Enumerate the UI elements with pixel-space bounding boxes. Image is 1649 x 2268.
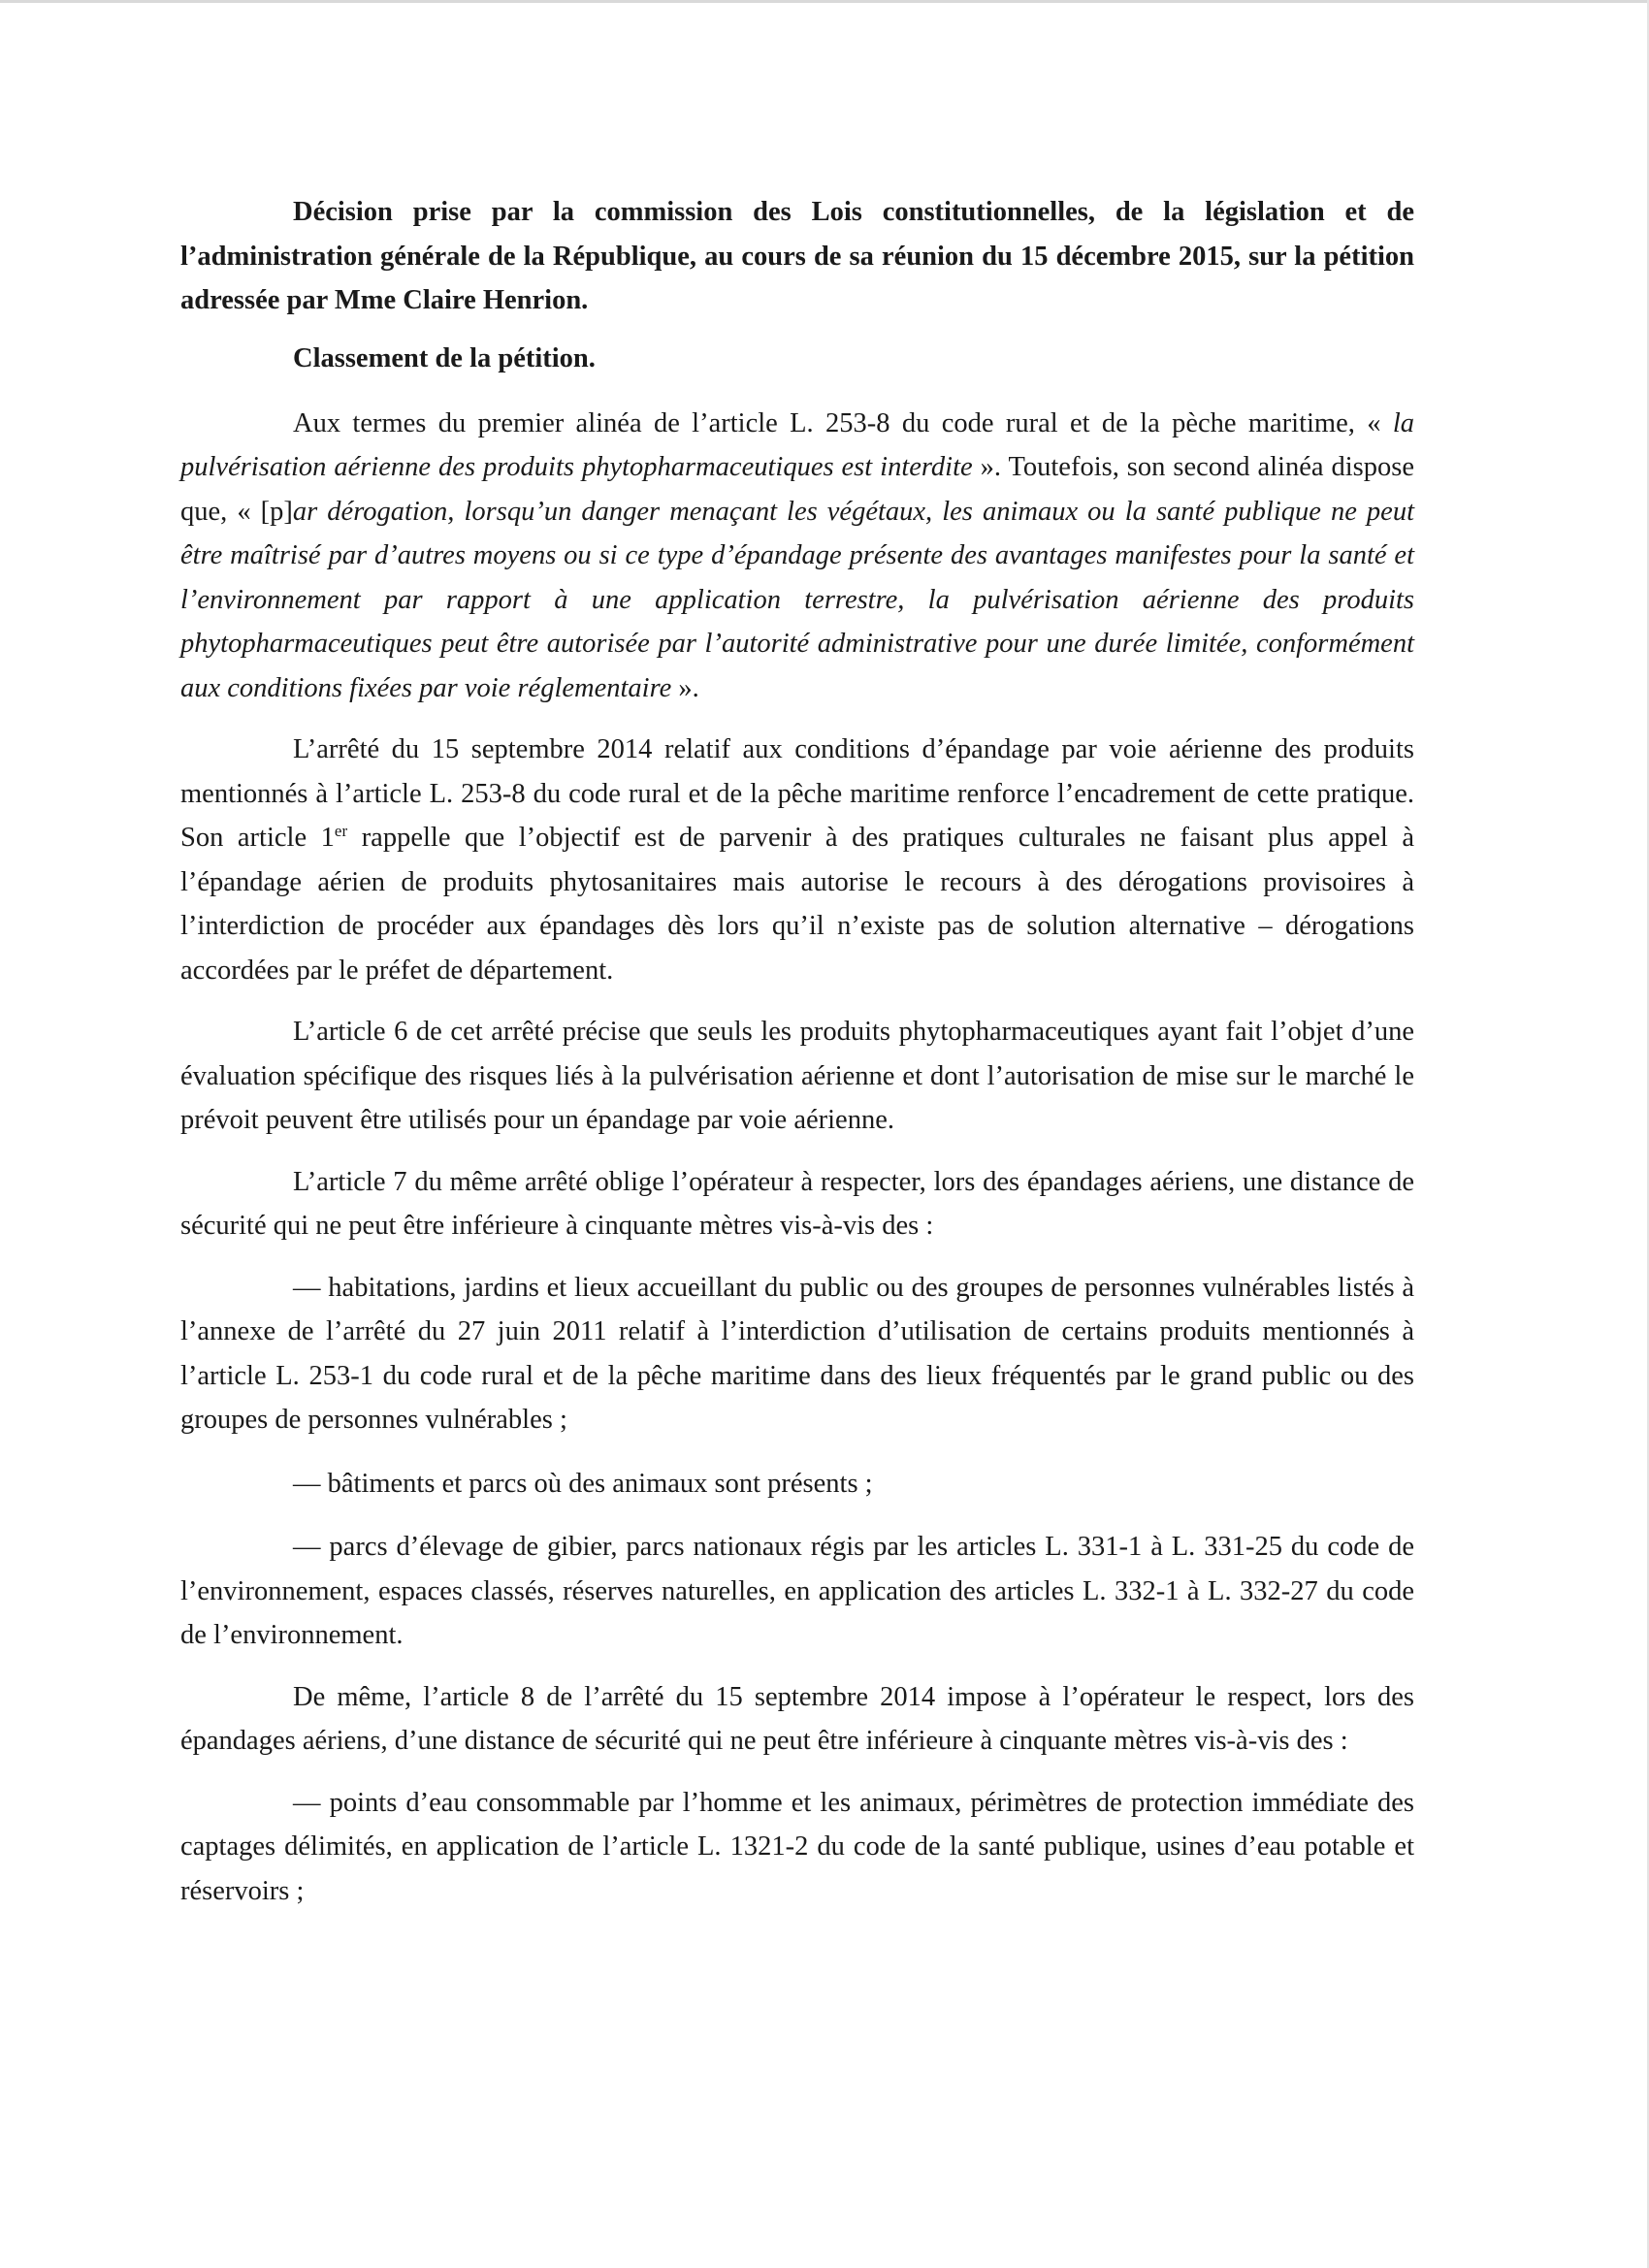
p1-quote-1: la pulvérisation aérienne des produits phytopharmaceutiques est interdite xyxy=(180,407,1414,482)
list-item-batiments: — bâtiments et parcs où des animaux sont présents ; xyxy=(293,1468,873,1499)
scan-edge-top xyxy=(0,0,1649,3)
p2-after-sup: rappelle que l’objectif est de parvenir à des pratiques culturales ne faisant plus appel à l’épandage aérien de produits phytosanitaires mais autorise le recours à des dérogations provisoires à l’interdiction de procéder aux épandages dès lors qu’il n’existe pas de solution alternative – dérogations accordées par le préfet de département. xyxy=(180,823,1415,986)
document-page xyxy=(180,190,1414,1913)
p2-superscript: er xyxy=(334,822,348,840)
paragraph-arrete-2014 xyxy=(180,728,1414,992)
p1-lead: Aux termes du premier alinéa de l’article L. 253-8 du code rural et de la pèche maritime, « xyxy=(293,407,1393,438)
p1-end: ». xyxy=(671,672,699,703)
decision-header: Décision prise par la commission des Lois constitutionnelles, de la législation et de l’administration générale de la République, au cours de sa réunion du 15 décembre 2015, sur la pétition adressée par Mme Claire Henrion. xyxy=(180,197,1414,315)
p2-before-sup: L’arrêté du 15 septembre 2014 relatif aux conditions d’épandage par voie aérienne des produits mentionnés à l’article L. 253-8 du code rural et de la pêche maritime renforce l’encadrement de cette pratique. Son article 1 xyxy=(180,734,1414,853)
paragraph-article-6: L’article 6 de cet arrêté précise que seuls les produits phytopharmaceutiques ayant fait l’objet d’une évaluation spécifique des risques liés à la pulvérisation aérienne et dont l’autorisation de mise sur le marché le prévoit peuvent être utilisés pour un épandage par voie aérienne. xyxy=(180,1017,1414,1135)
list-item-habitations: — habitations, jardins et lieux accueillant du public ou des groupes de personnes vulnérables listés à l’annexe de l’arrêté du 27 juin 2011 relatif à l’interdiction d’utilisation de certains produits mentionnés à l’article L. 253-1 du code rural et de la pêche maritime dans des lieux fréquentés par le grand public ou des groupes de personnes vulnérables ; xyxy=(180,1272,1414,1435)
paragraph-article-7: L’article 7 du même arrêté oblige l’opérateur à respecter, lors des épandages aériens, une distance de sécurité qui ne peut être inférieure à cinquante mètres vis-à-vis des : xyxy=(180,1166,1414,1241)
paragraph-article-l253-8 xyxy=(180,402,1414,711)
section-heading: Classement de la pétition. xyxy=(293,342,596,373)
p1-quote-2: ar dérogation, lorsqu’un danger menaçant les végétaux, les animaux ou la santé publique ne peut être maîtrisé par d’autres moyens ou si ce type d’épandage présente des avantages manifestes pour la santé et l’environnement par rapport à une application terrestre, la pulvérisation aérienne des produits phytopharmaceutiques peut être autorisée par l’autorité administrative pour une durée limitée, conformément aux conditions fixées par voie réglementaire xyxy=(180,496,1414,703)
p1-mid: ». Toutefois, son second alinéa dispose que, « [p] xyxy=(180,452,1414,527)
paragraph-article-8: De même, l’article 8 de l’arrêté du 15 septembre 2014 impose à l’opérateur le respect, lors des épandages aériens, d’une distance de sécurité qui ne peut être inférieure à cinquante mètres vis-à-vis des : xyxy=(180,1681,1414,1756)
list-item-points-eau: — points d’eau consommable par l’homme et les animaux, périmètres de protection immédiate des captages délimités, en application de l’article L. 1321-2 du code de la santé publique, usines d’eau potable et réservoirs ; xyxy=(180,1787,1414,1906)
list-item-parcs: — parcs d’élevage de gibier, parcs nationaux régis par les articles L. 331-1 à L. 331-25 du code de l’environnement, espaces classés, réserves naturelles, en application des articles L. 332-1 à L. 332-27 du code de l’environnement. xyxy=(180,1532,1414,1650)
